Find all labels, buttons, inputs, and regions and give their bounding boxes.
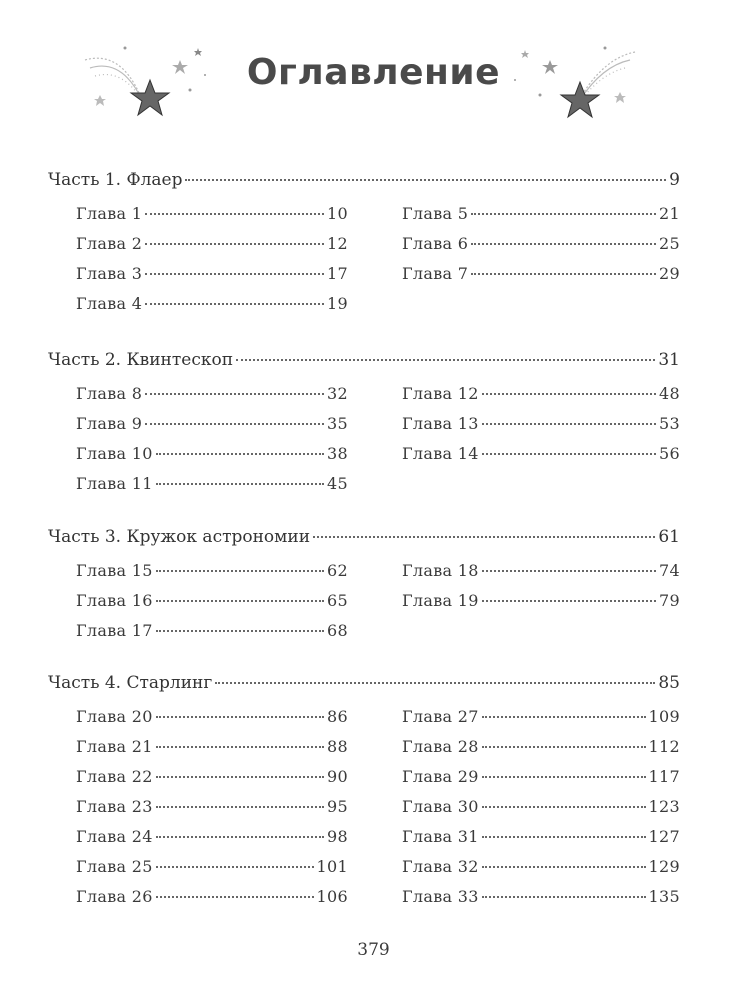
chapter-title: Глава 15 <box>76 561 153 580</box>
dot-leader <box>156 806 324 808</box>
dot-leader <box>156 866 314 868</box>
chapter-page-number: 74 <box>659 561 680 580</box>
part-entry[interactable] <box>48 673 680 693</box>
chapter-page-number: 48 <box>659 384 680 403</box>
chapter-entry[interactable] <box>402 797 680 827</box>
chapter-page-number: 135 <box>648 887 680 906</box>
dot-leader <box>156 776 324 778</box>
chapter-entry[interactable] <box>76 767 348 797</box>
dot-leader <box>145 243 324 245</box>
dot-leader <box>482 806 646 808</box>
chapter-title: Глава 17 <box>76 621 153 640</box>
dot-leader <box>482 866 646 868</box>
chapter-page-number: 88 <box>327 737 348 756</box>
chapter-entry[interactable] <box>402 737 680 767</box>
chapter-entry[interactable] <box>76 797 348 827</box>
chapter-page-number: 90 <box>327 767 348 786</box>
dot-leader <box>145 213 324 215</box>
chapter-entry[interactable] <box>76 234 348 264</box>
toc-part-3 <box>48 527 680 640</box>
dot-leader <box>145 393 324 395</box>
chapter-title: Глава 8 <box>76 384 143 403</box>
stars-icon <box>510 40 640 120</box>
chapter-entry[interactable] <box>76 204 348 234</box>
chapter-page-number: 86 <box>327 707 348 726</box>
chapter-title: Глава 13 <box>402 414 479 433</box>
chapter-page-number: 112 <box>648 737 680 756</box>
chapter-entry[interactable] <box>402 264 680 294</box>
chapter-entry[interactable] <box>76 444 348 474</box>
chapter-page-number: 117 <box>648 767 680 786</box>
chapter-title: Глава 16 <box>76 591 153 610</box>
chapter-page-number: 45 <box>327 474 348 493</box>
dot-leader <box>482 570 656 572</box>
chapter-page-number: 53 <box>659 414 680 433</box>
chapter-page-number: 25 <box>659 234 680 253</box>
chapter-entry[interactable] <box>402 887 680 917</box>
part-title: Часть 4. Старлинг <box>48 673 213 693</box>
chapter-entry[interactable] <box>402 414 680 444</box>
dot-leader <box>471 273 656 275</box>
chapter-entry[interactable] <box>402 707 680 737</box>
part-entry[interactable] <box>48 350 680 370</box>
chapter-title: Глава 6 <box>402 234 469 253</box>
chapter-page-number: 21 <box>659 204 680 223</box>
dot-leader <box>482 896 646 898</box>
dot-leader <box>145 303 324 305</box>
chapter-title: Глава 10 <box>76 444 153 463</box>
chapter-entry[interactable] <box>402 444 680 474</box>
chapter-title: Глава 28 <box>402 737 479 756</box>
part-title: Часть 2. Квинтескоп <box>48 350 234 370</box>
chapter-page-number: 35 <box>327 414 348 433</box>
dot-leader <box>145 273 324 275</box>
chapter-title: Глава 9 <box>76 414 143 433</box>
chapter-entry[interactable] <box>76 827 348 857</box>
chapter-title: Глава 18 <box>402 561 479 580</box>
part-page-number: 9 <box>669 170 680 190</box>
part-title: Часть 1. Флаер <box>48 170 183 190</box>
chapter-entry[interactable] <box>76 474 348 504</box>
part-title: Часть 3. Кружок астрономии <box>48 527 311 547</box>
chapter-entry[interactable] <box>76 737 348 767</box>
dot-leader <box>482 600 656 602</box>
chapter-page-number: 129 <box>648 857 680 876</box>
chapter-title: Глава 27 <box>402 707 479 726</box>
chapter-entry[interactable] <box>76 621 348 651</box>
chapter-title: Глава 26 <box>76 887 153 906</box>
dot-leader <box>482 746 646 748</box>
chapter-entry[interactable] <box>402 561 680 591</box>
chapter-entry[interactable] <box>402 767 680 797</box>
dot-leader <box>156 483 324 485</box>
part-entry[interactable] <box>48 527 680 547</box>
chapter-page-number: 98 <box>327 827 348 846</box>
chapter-page-number: 127 <box>648 827 680 846</box>
chapter-title: Глава 20 <box>76 707 153 726</box>
chapter-entry[interactable] <box>402 204 680 234</box>
toc-part-4 <box>48 673 680 906</box>
chapter-title: Глава 22 <box>76 767 153 786</box>
dot-leader <box>482 836 646 838</box>
chapter-title: Глава 32 <box>402 857 479 876</box>
dot-leader <box>471 243 656 245</box>
dot-leader <box>482 423 656 425</box>
chapter-entry[interactable] <box>402 234 680 264</box>
chapter-title: Глава 24 <box>76 827 153 846</box>
chapter-title: Глава 31 <box>402 827 479 846</box>
part-page-number: 31 <box>658 350 680 370</box>
chapter-entry[interactable] <box>76 384 348 414</box>
chapter-title: Глава 19 <box>402 591 479 610</box>
dot-leader <box>236 359 655 361</box>
chapter-entry[interactable] <box>76 887 348 917</box>
chapter-page-number: 17 <box>327 264 348 283</box>
chapter-page-number: 62 <box>327 561 348 580</box>
dot-leader <box>482 716 646 718</box>
chapter-entry[interactable] <box>76 591 348 621</box>
chapter-page-number: 56 <box>659 444 680 463</box>
chapter-page-number: 109 <box>648 707 680 726</box>
chapter-entry[interactable] <box>402 591 680 621</box>
chapter-entry[interactable] <box>402 827 680 857</box>
dot-leader <box>156 836 324 838</box>
chapter-title: Глава 14 <box>402 444 479 463</box>
chapter-page-number: 19 <box>327 294 348 313</box>
dot-leader <box>482 776 646 778</box>
chapter-title: Глава 33 <box>402 887 479 906</box>
chapter-page-number: 123 <box>648 797 680 816</box>
part-entry[interactable] <box>48 170 680 190</box>
dot-leader <box>185 179 666 181</box>
chapter-page-number: 68 <box>327 621 348 640</box>
page-number: 379 <box>357 940 390 960</box>
chapter-entry[interactable] <box>76 707 348 737</box>
chapter-title: Глава 21 <box>76 737 153 756</box>
toc-part-2 <box>48 350 680 493</box>
chapter-entry[interactable] <box>76 264 348 294</box>
dot-leader <box>156 716 324 718</box>
chapter-page-number: 101 <box>316 857 348 876</box>
chapter-title: Глава 11 <box>76 474 153 493</box>
page-title: Оглавление <box>246 52 501 93</box>
chapter-page-number: 65 <box>327 591 348 610</box>
chapter-entry[interactable] <box>76 414 348 444</box>
chapter-title: Глава 29 <box>402 767 479 786</box>
chapter-title: Глава 25 <box>76 857 153 876</box>
dot-leader <box>471 213 656 215</box>
chapter-title: Глава 3 <box>76 264 143 283</box>
chapter-title: Глава 4 <box>76 294 143 313</box>
chapter-page-number: 29 <box>659 264 680 283</box>
chapter-title: Глава 23 <box>76 797 153 816</box>
dot-leader <box>145 423 324 425</box>
dot-leader <box>156 570 324 572</box>
part-page-number: 61 <box>658 527 680 547</box>
chapter-entry[interactable] <box>76 857 348 887</box>
chapter-title: Глава 30 <box>402 797 479 816</box>
chapter-entry[interactable] <box>76 561 348 591</box>
chapter-title: Глава 1 <box>76 204 143 223</box>
chapter-title: Глава 7 <box>402 264 469 283</box>
chapter-page-number: 38 <box>327 444 348 463</box>
dot-leader <box>156 453 324 455</box>
dot-leader <box>156 896 314 898</box>
dot-leader <box>482 453 656 455</box>
dot-leader <box>156 630 324 632</box>
dot-leader <box>313 536 655 538</box>
chapter-page-number: 10 <box>327 204 348 223</box>
chapter-page-number: 79 <box>659 591 680 610</box>
dot-leader <box>482 393 656 395</box>
chapter-page-number: 32 <box>327 384 348 403</box>
chapter-page-number: 12 <box>327 234 348 253</box>
dot-leader <box>215 682 655 684</box>
dot-leader <box>156 746 324 748</box>
chapter-page-number: 95 <box>327 797 348 816</box>
chapter-entry[interactable] <box>402 384 680 414</box>
chapter-title: Глава 5 <box>402 204 469 223</box>
toc-part-1 <box>48 170 680 313</box>
chapter-title: Глава 12 <box>402 384 479 403</box>
chapter-page-number: 106 <box>316 887 348 906</box>
chapter-entry[interactable] <box>402 857 680 887</box>
chapter-title: Глава 2 <box>76 234 143 253</box>
dot-leader <box>156 600 324 602</box>
part-page-number: 85 <box>658 673 680 693</box>
chapter-entry[interactable] <box>76 294 348 324</box>
